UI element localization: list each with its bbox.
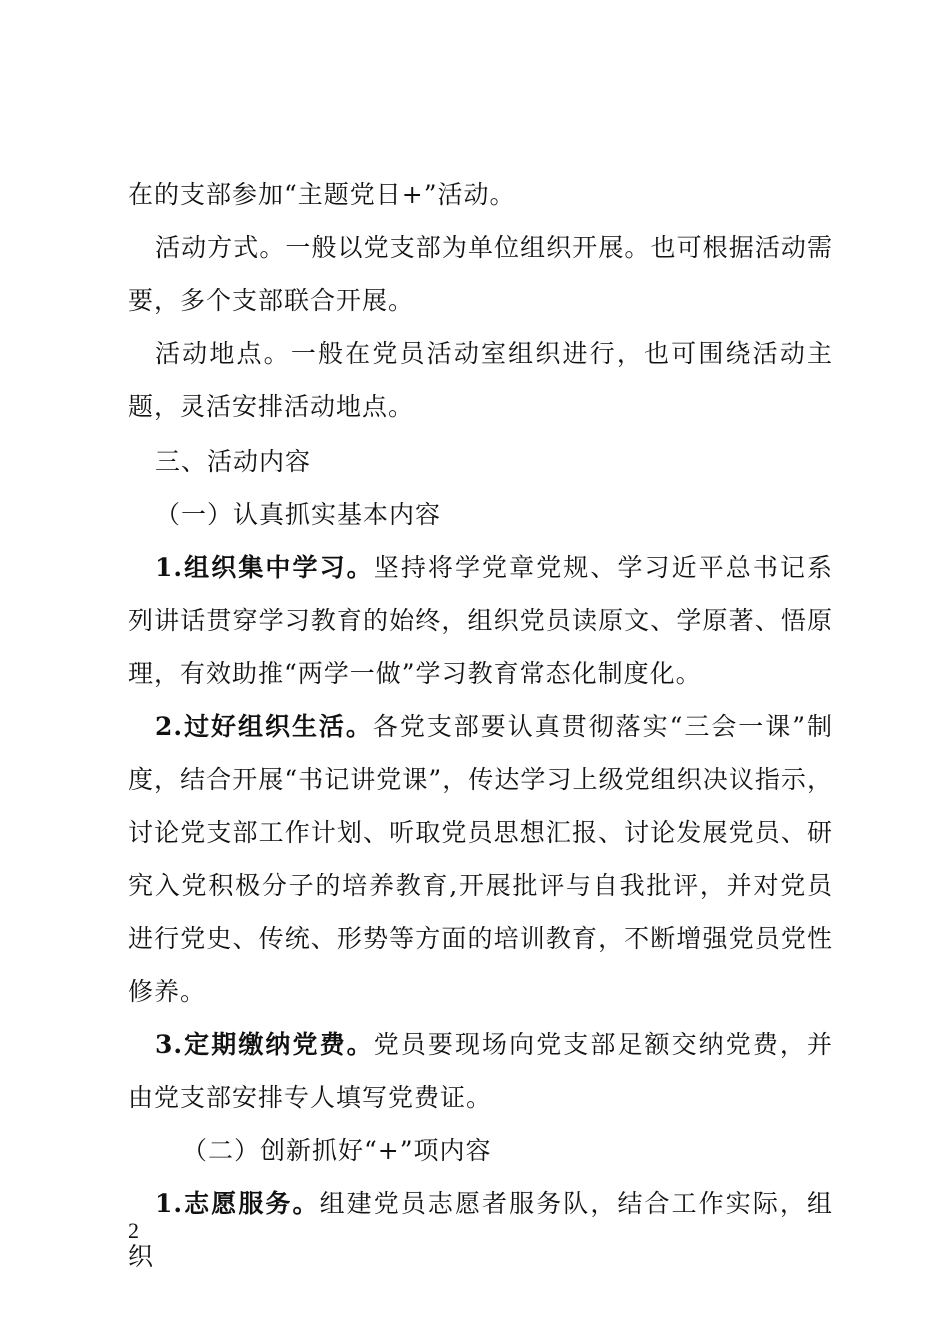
paragraph-activity-method: 活动方式。一般以党支部为单位组织开展。也可根据活动需要，多个支部联合开展。 [128,233,833,315]
item-body: 党员要现场向党支部足额交纳党费，并由党支部安排专人填写党费证。 [128,1030,833,1112]
item-title: 1.志愿服务。 [155,1189,320,1218]
subsection-heading-basic-content: （一）认真抓实基本内容 [155,500,442,529]
page-number: 2 [128,1218,139,1243]
item-title: 1.组织集中学习。 [155,553,374,582]
subsection-heading-plus-content: （二）创新抓好“+”项内容 [182,1136,492,1165]
item-title: 2.过好组织生活。 [155,712,373,741]
body-text [128,168,833,1283]
item-body: 各党支部要认真贯彻落实“三会一课”制度，结合开展“书记讲党课”，传达学习上级党组织决议指示，讨论党支部工作计划、听取党员思想汇报、讨论发展党员、研究入党积极分子的培养教育,开展批评与自我批评，并对党员进行党史、传统、形势等方面的培训教育，不断增强党员党性修养。 [128,712,833,1006]
item-organization-life [128,700,833,1018]
item-title: 3.定期缴纳党费。 [155,1030,374,1059]
item-body: 组建党员志愿者服务队，结合工作实际，组织 [128,1189,833,1271]
item-volunteer-service [128,1177,833,1283]
paragraph-continuation: 在的支部参加“主题党日+”活动。 [128,180,516,209]
section-heading-activity-content: 三、活动内容 [155,447,312,476]
item-party-dues [128,1018,833,1124]
paragraph-activity-location: 活动地点。一般在党员活动室组织进行，也可围绕活动主题，灵活安排活动地点。 [128,339,833,421]
item-organize-study [128,541,833,700]
item-body: 坚持将学党章党规、学习近平总书记系列讲话贯穿学习教育的始终，组织党员读原文、学原著、悟原理，有效助推“两学一做”学习教育常态化制度化。 [128,553,833,688]
